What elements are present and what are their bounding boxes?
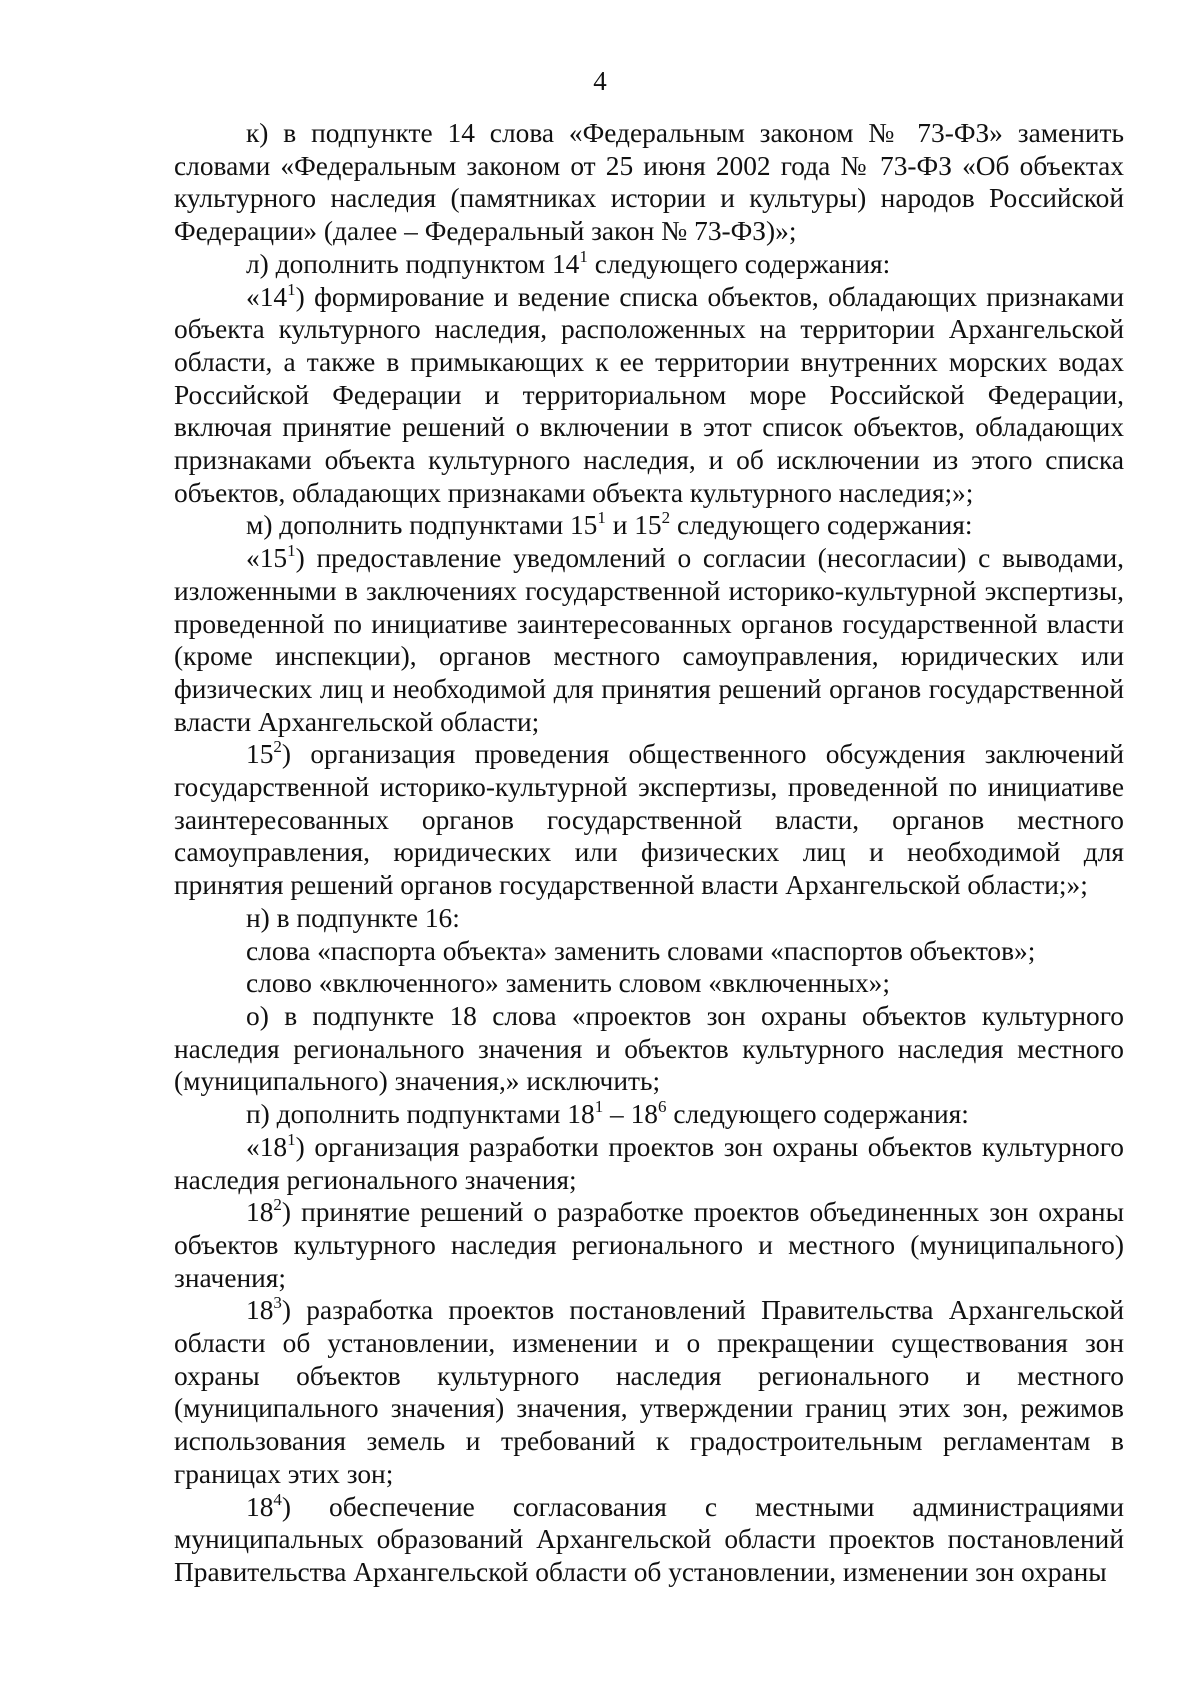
paragraph (174, 117, 1124, 248)
superscript-index: 3 (273, 1293, 282, 1313)
paragraph-text: м) дополнить подпунктами 15 (246, 510, 598, 541)
paragraph (174, 1294, 1124, 1490)
paragraph-text: о) в подпункте 18 слова «проектов зон охраны объектов культурного наследия регионального значения и объектов культурного наследия местного (муниципального) значения,» исключить; (174, 1000, 1124, 1097)
superscript-index: 1 (597, 508, 606, 528)
paragraph-text: 18 (246, 1491, 274, 1522)
paragraph (174, 1131, 1124, 1196)
paragraph-text: ) организация проведения общественного обсуждения заключений государственной историко-культурной экспертизы, проведенной по инициативе заинтересованных органов государственной власти, органов местного самоуправления, юридических или физических лиц и необходимой для принятия решений органов государственной власти Архангельской области;»; (174, 739, 1124, 901)
page-number: 4 (593, 66, 607, 96)
paragraph-text: слова «паспорта объекта» заменить словами «паспортов объектов»; (246, 935, 1036, 966)
superscript-index: 1 (287, 541, 296, 561)
paragraph (174, 1196, 1124, 1294)
paragraph (174, 248, 1124, 281)
paragraph (174, 738, 1124, 902)
superscript-index: 1 (594, 1097, 604, 1117)
paragraph-text: ) принятие решений о разработке проектов объединенных зон охраны объектов культурного наследия регионального и местного (муниципального) значения; (174, 1197, 1124, 1293)
paragraph-text: следующего содержания: (666, 1099, 969, 1130)
superscript-index: 1 (287, 1129, 296, 1149)
paragraph (174, 1000, 1124, 1098)
paragraph-text: ) формирование и ведение списка объектов, обладающих признаками объекта культурного наследия, расположенных на территории Архангельской области, а также в примыкающих к ее территории внутренних морских водах Российской Федерации и территориальном море Российской Федерации, включая принятие решений о включении в этот список объектов, обладающих признаками объекта культурного наследия, и об исключении из этого списка объектов, обладающих признаками объекта культурного наследия;»; (174, 281, 1124, 508)
paragraph-text: к) в подпункте 14 слова «Федеральным законом № 73-ФЗ» заменить словами «Федеральным законом от 25 июня 2002 года № 73-ФЗ «Об объектах культурного наследия (памятниках истории и культуры) народов Российской Федерации» (далее – Федеральный закон № 73-ФЗ)»; (174, 118, 1124, 247)
paragraph (174, 967, 1124, 1000)
superscript-index: 4 (273, 1489, 282, 1509)
paragraph-text: слово «включенного» заменить словом «включенных»; (246, 968, 890, 999)
paragraph-text: ) предоставление уведомлений о согласии (несогласии) с выводами, изложенными в заключениях государственной историко-культурной экспертизы, проведенной по инициативе заинтересованных органов государственной власти (кроме инспекции), органов местного самоуправления, юридических или физических лиц и необходимой для принятия решений органов государственной власти Архангельской области; (174, 543, 1124, 737)
paragraph (174, 902, 1124, 935)
superscript-index: 2 (273, 1195, 282, 1215)
paragraph (174, 1098, 1124, 1131)
paragraph-text: – 18 (603, 1099, 658, 1130)
superscript-index: 2 (273, 737, 282, 757)
paragraph (174, 542, 1124, 738)
paragraph-text: 18 (246, 1197, 274, 1228)
superscript-index: 1 (579, 246, 588, 266)
paragraph-text: ) организация разработки проектов зон охраны объектов культурного наследия регионального значения; (174, 1131, 1124, 1195)
paragraph-text: ) обеспечение согласования с местными администрациями муниципальных образований Архангельской области проектов постановлений Правительства Архангельской области об установлении, изменении зон охраны (174, 1491, 1124, 1587)
paragraph-text: «18 (246, 1131, 288, 1162)
paragraph-text: «15 (246, 543, 288, 574)
paragraph-text: л) дополнить подпунктом 14 (246, 248, 580, 279)
paragraph-text: 15 (246, 739, 274, 770)
paragraph-text: 18 (246, 1295, 274, 1326)
paragraph-text: следующего содержания: (587, 248, 891, 279)
paragraph (174, 281, 1124, 510)
paragraph-text: ) разработка проектов постановлений Правительства Архангельской области об установлении, изменении и о прекращении существования зон охраны объектов культурного наследия регионального и местного (муниципального значения) значения, утверждении границ этих зон, режимов использования земель и требований к градостроительным регламентам в границах этих зон; (174, 1295, 1124, 1489)
superscript-index: 1 (287, 279, 296, 299)
paragraph-text: н) в подпункте 16: (246, 902, 460, 933)
document-body (174, 117, 1124, 1589)
paragraph-text: п) дополнить подпунктами 18 (246, 1099, 595, 1130)
paragraph-text: и 15 (605, 510, 662, 541)
paragraph-text: следующего содержания: (670, 510, 973, 541)
paragraph (174, 935, 1124, 968)
paragraph (174, 509, 1124, 542)
paragraph-text: «14 (246, 281, 288, 312)
superscript-index: 2 (661, 508, 671, 528)
superscript-index: 6 (657, 1097, 667, 1117)
paragraph (174, 1491, 1124, 1589)
